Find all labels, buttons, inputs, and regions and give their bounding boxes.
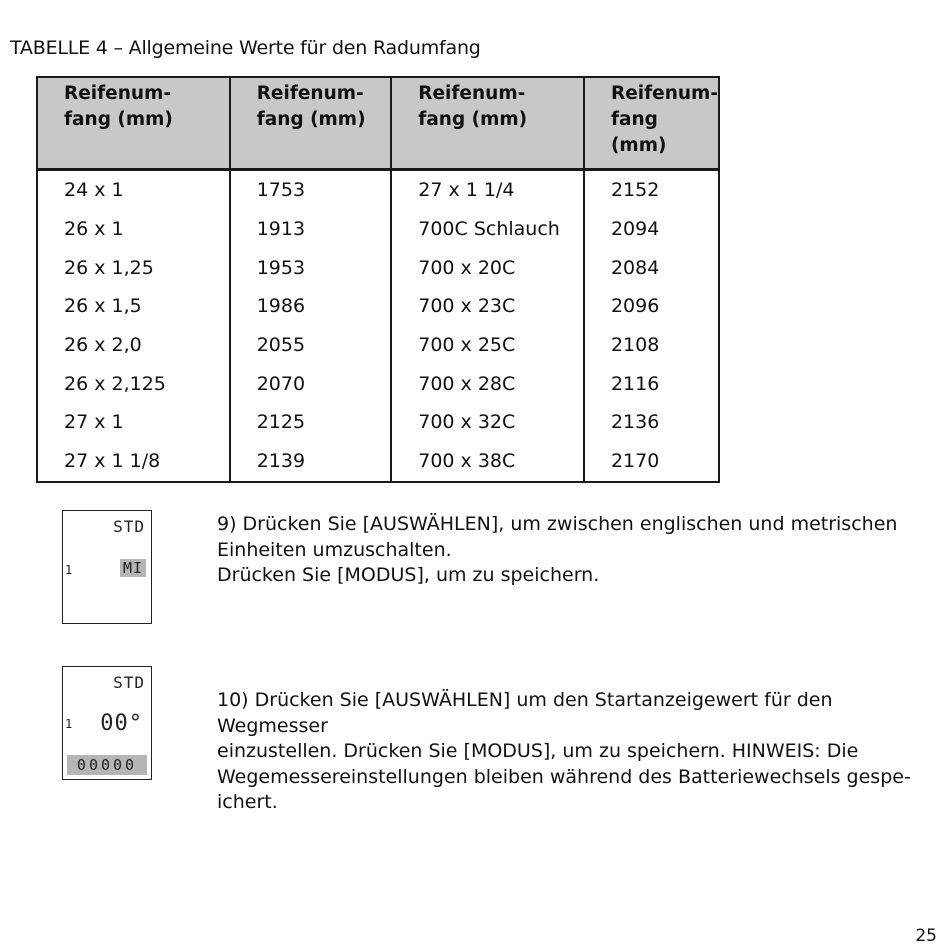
table-cell: 26 x 1,5 xyxy=(37,287,230,326)
table-cell: 2070 xyxy=(230,364,392,403)
lcd-display-units xyxy=(62,510,152,624)
table-cell: 700C Schlauch xyxy=(391,210,584,249)
table-cell: 700 x 32C xyxy=(391,403,584,442)
table-cell: 700 x 38C xyxy=(391,442,584,482)
mode-label: STD xyxy=(113,517,145,536)
table-cell: 2116 xyxy=(610,372,660,395)
step-9-instructions xyxy=(217,512,937,589)
table-cell: 700 x 20C xyxy=(391,248,584,287)
step-text-line: 10) Drücken Sie [AUSWÄHLEN] um den Startanzeigewert für den Wegmesser xyxy=(217,689,833,737)
table-cell: 26 x 2,0 xyxy=(37,326,230,365)
indicator-mark: 1 xyxy=(65,717,73,731)
mode-label: STD xyxy=(113,673,145,692)
table-cell: 2139 xyxy=(230,442,392,482)
table-cell: 700 x 25C xyxy=(391,326,584,365)
column-header: Reifenum- fang (mm) xyxy=(37,77,230,170)
step-text-line: ichert. xyxy=(217,791,278,813)
table-row xyxy=(37,170,719,210)
table-cell: 2152 xyxy=(610,179,660,202)
table-row xyxy=(37,442,719,482)
table-row xyxy=(37,364,719,403)
wheel-circumference-table xyxy=(36,76,720,483)
table-row xyxy=(37,210,719,249)
step-text-line: Wegemessereinstellungen bleiben während des Batteriewechsels gespe- xyxy=(217,765,911,788)
table-cell: 2094 xyxy=(610,218,660,241)
table-cell: 24 x 1 xyxy=(37,170,230,210)
table-cell: 27 x 1 xyxy=(37,403,230,442)
table-cell: 2108 xyxy=(610,334,660,357)
table-cell: 2136 xyxy=(610,411,660,434)
table-cell: 26 x 2,125 xyxy=(37,364,230,403)
table-cell: 2055 xyxy=(230,326,392,365)
table-cell: 1753 xyxy=(230,170,392,210)
step-text-line: Drücken Sie [MODUS], um zu speichern. xyxy=(217,564,600,586)
table-cell: 2125 xyxy=(230,403,392,442)
page-number: 25 xyxy=(915,926,937,946)
column-header: Reifenum- fang (mm) xyxy=(391,77,584,170)
unit-label: MI xyxy=(120,559,146,577)
column-header: Reifenum- fang (mm) xyxy=(230,77,392,170)
table-row xyxy=(37,326,719,365)
step-text-line: einzustellen. Drücken Sie [MODUS], um zu speichern. HINWEIS: Die xyxy=(217,740,859,762)
table-cell: 2096 xyxy=(610,295,660,318)
step-10-instructions xyxy=(217,688,937,816)
table-cell: 1913 xyxy=(230,210,392,249)
table-cell: 700 x 23C xyxy=(391,287,584,326)
step-text-line: Einheiten umzuschalten. xyxy=(217,538,452,561)
table-cell: 27 x 1 1/4 xyxy=(391,170,584,210)
table-cell: 1986 xyxy=(230,287,392,326)
column-header: Reifenum- fang (mm) xyxy=(584,77,719,170)
table-cell: 26 x 1 xyxy=(37,210,230,249)
table-cell: 26 x 1,25 xyxy=(37,248,230,287)
step-text-line: 9) Drücken Sie [AUSWÄHLEN], um zwischen englischen und metrischen xyxy=(217,513,898,535)
table-row xyxy=(37,287,719,326)
indicator-mark: 1 xyxy=(65,563,73,577)
display-value: 00° xyxy=(100,711,143,736)
table-cell: 27 x 1 1/8 xyxy=(37,442,230,482)
table-caption: TABELLE 4 – Allgemeine Werte für den Radumfang xyxy=(10,37,481,59)
table-cell: 1953 xyxy=(230,248,392,287)
odometer-readout: 00000 xyxy=(67,755,147,775)
table-cell: 2084 xyxy=(610,256,660,279)
table-cell: 2170 xyxy=(610,450,660,473)
table-row xyxy=(37,403,719,442)
table-header-row xyxy=(37,77,719,170)
table-row xyxy=(37,248,719,287)
table-cell: 700 x 28C xyxy=(391,364,584,403)
lcd-display-odometer xyxy=(62,666,152,780)
